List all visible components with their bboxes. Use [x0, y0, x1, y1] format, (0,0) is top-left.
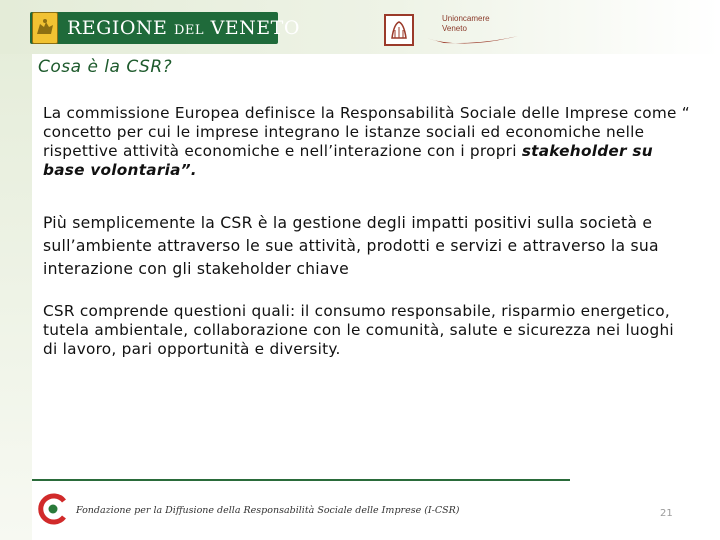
- paragraph-topics: CSR comprende questioni quali: il consumo responsabile, risparmio energetico, tutela ambientale, collaborazione con le comunità, salute e sicurezza nei luoghi di lavoro, pari opportunità e diversity.: [43, 302, 674, 358]
- regione-veneto-text: REGIONE DEL VENETO: [67, 17, 300, 39]
- definition-text: La commissione Europea definisce la Responsabilità Sociale delle Imprese come “ concetto per cui le imprese integrano le istanze sociali ed economiche nelle rispettive attività economiche e nell’interazione con i propri: [43, 104, 690, 160]
- definition-emphasis: stakeholder su base volontaria”.: [43, 142, 653, 179]
- paragraph-simplified: Più semplicemente la CSR è la gestione degli impatti positivi sulla società e sull’ambiente attraverso le sue attività, prodotti e servizi e attraverso la sua interazione con gli stakeholder chiave: [43, 214, 659, 278]
- slide-title: Cosa è la CSR?: [38, 57, 173, 77]
- footer-organization: Fondazione per la Diffusione della Responsabilità Sociale delle Imprese (I-CSR): [76, 505, 460, 516]
- unioncamere-logo: [384, 14, 524, 50]
- footer-divider: [32, 479, 570, 481]
- icsr-logo-icon: [36, 492, 70, 526]
- unioncamere-emblem-icon: [384, 14, 414, 46]
- lion-emblem-icon: [32, 12, 58, 44]
- page-number: 21: [660, 508, 673, 519]
- left-band: [0, 0, 32, 540]
- unioncamere-text: Unioncamere Veneto: [442, 14, 490, 33]
- regione-veneto-logo: [30, 12, 300, 44]
- paragraph-definition: [43, 104, 693, 180]
- gondola-icon: [424, 34, 520, 48]
